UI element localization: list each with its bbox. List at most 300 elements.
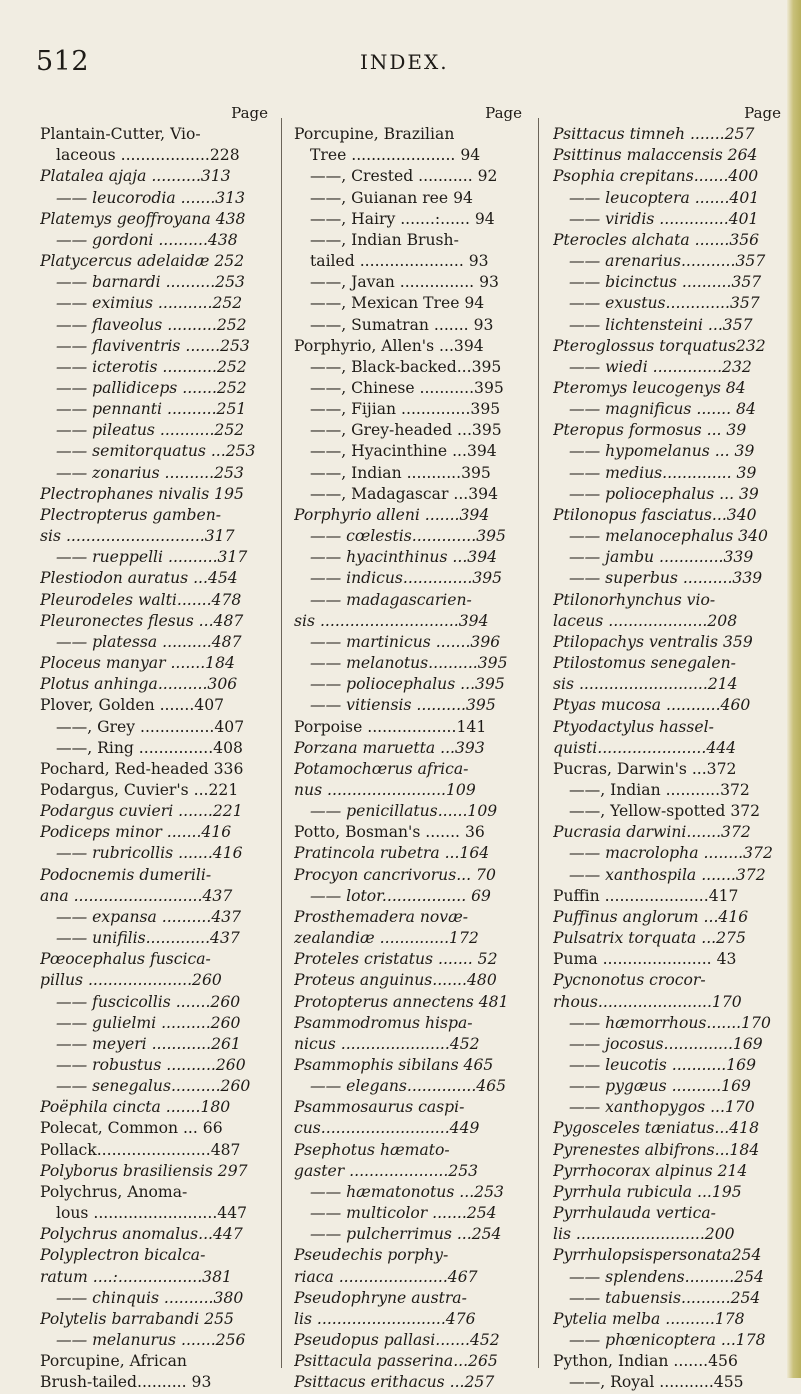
index-entry: [553, 653, 781, 674]
index-entry: [294, 886, 522, 907]
index-entry: [553, 526, 781, 547]
index-entry-text: nus ........................109: [294, 780, 476, 799]
index-entry: [40, 336, 268, 357]
index-entry: [40, 780, 268, 801]
index-entry-text: Pyrrhula rubicula ...195: [553, 1182, 742, 1201]
index-entry-text: —— pulcherrimus ...254: [310, 1225, 502, 1244]
index-entry-text: Psephotus hæmato-: [294, 1140, 450, 1159]
index-column-3: [553, 103, 781, 1394]
index-entry: [40, 590, 268, 611]
index-entry-text: —— gulielmi ..........260: [56, 1013, 241, 1032]
index-entry-text: —— jocosus..............169: [569, 1034, 763, 1053]
index-entry: [553, 293, 781, 314]
index-entry-text: —— exustus.............357: [569, 294, 760, 313]
index-entry: [40, 441, 268, 462]
index-entry-text: sis ..........................214: [553, 675, 738, 694]
column-page-heading: Page: [231, 104, 268, 122]
index-entry: [294, 695, 522, 716]
index-entry: [40, 209, 268, 230]
index-entry: [40, 907, 268, 928]
index-entry: [294, 1034, 522, 1055]
index-entry: [553, 1161, 781, 1182]
index-entry-text: quisti......................444: [553, 738, 737, 757]
index-entry-text: —— rueppelli ..........317: [56, 548, 248, 567]
index-entry-text: —— madagascarien-: [310, 590, 472, 609]
index-entry: [553, 547, 781, 568]
index-entry: [40, 357, 268, 378]
index-entry: [294, 1161, 522, 1182]
index-entry: [553, 928, 781, 949]
index-entry-text: —— multicolor .......254: [310, 1204, 497, 1223]
index-entry-text: Porphyrio, Allen's ...394: [294, 336, 484, 355]
index-entry-text: lis ..........................476: [294, 1309, 476, 1328]
index-entry: [40, 251, 268, 272]
index-entry-text: —— medius.............. 39: [569, 463, 757, 482]
index-entry: [294, 420, 522, 441]
index-entry-text: Psammophis sibilans 465: [294, 1056, 494, 1075]
index-entry: [553, 1076, 781, 1097]
index-entry: [553, 145, 781, 166]
index-entry-text: Polyborus brasiliensis 297: [40, 1161, 248, 1180]
index-entry-text: Puffin .....................417: [553, 886, 739, 905]
index-entry: [294, 251, 522, 272]
index-entry: [294, 1309, 522, 1330]
index-entry: [294, 843, 522, 864]
index-entry: [294, 293, 522, 314]
index-entry: [553, 1203, 781, 1224]
index-entry-text: Pyrrhulauda vertica-: [553, 1204, 716, 1223]
index-entry: [40, 843, 268, 864]
index-entry-text: Potamochœrus africa-: [294, 759, 469, 778]
index-entry-text: ——, Hairy .......:...... 94: [310, 209, 495, 228]
index-entry-text: Plectrophanes nivalis 195: [40, 484, 244, 503]
index-entry: [553, 463, 781, 484]
index-entry-text: —— icterotis ...........252: [56, 357, 247, 376]
index-entry: [294, 907, 522, 928]
index-entry: [553, 907, 781, 928]
index-entry: [294, 315, 522, 336]
index-entry-text: Platycercus adelaidæ 252: [40, 252, 245, 271]
index-entry: [553, 568, 781, 589]
index-entry-text: ——, Grey-headed ...395: [310, 421, 502, 440]
index-entry-text: —— hyacinthinus ...394: [310, 548, 498, 567]
index-entry: [40, 1309, 268, 1330]
column-page-heading: Page: [485, 104, 522, 122]
index-entry: [40, 886, 268, 907]
index-entry: [553, 399, 781, 420]
index-entry: [294, 336, 522, 357]
column-page-heading: Page: [744, 104, 781, 122]
index-entry-text: ——, Indian Brush-: [310, 230, 459, 249]
index-entry: [553, 801, 781, 822]
index-column-1: [40, 103, 268, 1394]
index-entry-text: Plectropterus gamben-: [40, 505, 222, 524]
index-entry-text: —— platessa ..........487: [56, 632, 242, 651]
index-entry-text: —— indicus..............395: [310, 569, 503, 588]
index-entry-text: —— leucorodia .......313: [56, 188, 246, 207]
index-entry-text: Pseudophryne austra-: [294, 1288, 467, 1307]
index-entry-text: riaca ......................467: [294, 1267, 478, 1286]
index-entry-text: Pycnonotus crocor-: [553, 971, 706, 990]
index-entry-text: Psittinus malaccensis 264: [553, 146, 758, 165]
index-entry: [40, 272, 268, 293]
index-entry: [553, 822, 781, 843]
index-entry-text: Polytelis barrabandi 255: [40, 1309, 234, 1328]
index-entry: [40, 399, 268, 420]
index-entry: [294, 378, 522, 399]
index-entry-text: Puma ...................... 43: [553, 950, 737, 969]
index-entry: [294, 547, 522, 568]
index-entry: [294, 230, 522, 251]
index-entry: [40, 949, 268, 970]
index-entry-text: Podiceps minor .......416: [40, 823, 232, 842]
index-entry-text: —— xanthospila .......372: [569, 865, 766, 884]
index-entry-text: ——, Chinese ...........395: [310, 379, 504, 398]
index-entry-text: Pratincola rubetra ...164: [294, 844, 490, 863]
index-entry-text: —— flaviventris .......253: [56, 336, 250, 355]
index-entry-text: laceous ..................228: [56, 146, 240, 165]
index-entry-text: —— splendens..........254: [569, 1267, 764, 1286]
index-entry: [553, 1351, 781, 1372]
index-entry-text: sis ............................394: [294, 611, 489, 630]
index-entry-text: cus..........................449: [294, 1119, 480, 1138]
index-entry-text: —— leucoptera .......401: [569, 188, 760, 207]
index-entry: [294, 441, 522, 462]
index-entry-text: Pulsatrix torquata ...275: [553, 929, 746, 948]
index-entry: [40, 928, 268, 949]
index-entry-text: ——, Ring ...............408: [56, 738, 243, 757]
index-entry-text: ——, Hyacinthine ...394: [310, 442, 497, 461]
index-entry: [40, 1245, 268, 1266]
index-entry-text: ——, Guianan ree 94: [310, 188, 473, 207]
index-entry-text: —— hæmorrhous.......170: [569, 1013, 771, 1032]
index-entry-text: —— elegans..............465: [310, 1077, 507, 1096]
index-entry: [553, 632, 781, 653]
index-entry: [40, 124, 268, 145]
index-entry: [294, 209, 522, 230]
index-entry-text: Podargus cuvieri .......221: [40, 802, 243, 821]
index-entry-text: Pteropus formosus ... 39: [553, 421, 747, 440]
index-entry: [40, 970, 268, 991]
index-entry: [294, 992, 522, 1013]
index-entry: [294, 1097, 522, 1118]
index-entry-text: Pucras, Darwin's ...372: [553, 759, 737, 778]
index-entry: [553, 1245, 781, 1266]
index-entry-text: —— melanocephalus 340: [569, 527, 768, 546]
index-entry: [553, 1267, 781, 1288]
index-entry-text: Ptyas mucosa ...........460: [553, 696, 751, 715]
index-entry: [553, 420, 781, 441]
index-entry: [553, 1118, 781, 1139]
index-entry: [40, 759, 268, 780]
index-entry-text: nicus ......................452: [294, 1034, 480, 1053]
index-entry: [294, 505, 522, 526]
index-entry-text: Ptilopachys ventralis 359: [553, 632, 753, 651]
index-entry: [553, 695, 781, 716]
index-entry-text: zealandiæ ..............172: [294, 929, 479, 948]
index-entry: [40, 315, 268, 336]
index-entry: [40, 611, 268, 632]
index-entry: [553, 1372, 781, 1393]
index-entry-text: Pollack.......................487: [40, 1140, 241, 1159]
index-entry-text: —— arenarius...........357: [569, 252, 766, 271]
index-entry: [553, 1140, 781, 1161]
index-entry: [553, 209, 781, 230]
index-entry: [553, 611, 781, 632]
index-entry: [294, 738, 522, 759]
index-entry: [40, 695, 268, 716]
index-entry-text: —— robustus ..........260: [56, 1056, 246, 1075]
index-entry: [40, 484, 268, 505]
index-entry-text: —— meyeri ............261: [56, 1034, 241, 1053]
index-entry-text: —— barnardi ..........253: [56, 273, 245, 292]
index-entry: [40, 1351, 268, 1372]
index-entry-text: Potto, Bosman's ....... 36: [294, 823, 485, 842]
index-entry: [553, 843, 781, 864]
index-entry-text: lous .........................447: [56, 1204, 248, 1223]
index-entry: [40, 632, 268, 653]
index-entry: [553, 124, 781, 145]
index-entry: [294, 590, 522, 611]
index-entry-text: —— viridis ..............401: [569, 209, 759, 228]
index-entry: [294, 568, 522, 589]
index-entry: [294, 801, 522, 822]
index-entry: [553, 1182, 781, 1203]
index-entry: [294, 1288, 522, 1309]
index-entry-text: Plestiodon auratus ...454: [40, 569, 238, 588]
index-entry: [294, 653, 522, 674]
index-entry-text: Porpoise ..................141: [294, 717, 487, 736]
index-entry-text: Pochard, Red-headed 336: [40, 759, 244, 778]
index-entry-text: Pseudopus pallasi.......452: [294, 1331, 500, 1350]
index-entry-text: Proteles cristatus ....... 52: [294, 950, 498, 969]
index-entry-text: ——, Javan ............... 93: [310, 273, 499, 292]
index-entry: [40, 1013, 268, 1034]
index-entry: [553, 674, 781, 695]
index-entry-text: —— superbus ..........339: [569, 569, 763, 588]
index-entry: [40, 547, 268, 568]
index-entry: [294, 526, 522, 547]
index-entry-text: Polychrus anomalus...447: [40, 1225, 243, 1244]
index-entry-text: Pleurodeles walti.......478: [40, 590, 242, 609]
index-entry-text: —— poliocephalus ... 39: [569, 484, 759, 503]
index-entry-text: ——, Royal ...........455: [569, 1373, 744, 1392]
index-entry-text: Porphyrio alleni .......394: [294, 505, 490, 524]
index-entry-text: —— vitiensis ..........395: [310, 696, 496, 715]
index-entry-text: Pytelia melba ..........178: [553, 1309, 745, 1328]
index-entry: [553, 484, 781, 505]
index-entry-text: Pyrrhulopsispersonata254: [553, 1246, 762, 1265]
index-entry-text: Psittacus timneh .......257: [553, 125, 755, 144]
index-entry-text: Porzana maruetta ...393: [294, 738, 485, 757]
index-entry-text: —— martinicus .......396: [310, 632, 501, 651]
index-entry-text: Pseudechis porphy-: [294, 1246, 449, 1265]
index-entry: [40, 992, 268, 1013]
index-entry-text: —— poliocephalus ...395: [310, 675, 505, 694]
index-entry: [294, 759, 522, 780]
column-rule: [538, 118, 539, 1368]
running-head: INDEX.: [360, 50, 449, 74]
index-entry: [553, 886, 781, 907]
index-entry: [553, 949, 781, 970]
index-entry-text: —— xanthopygos ...170: [569, 1098, 755, 1117]
index-entry: [40, 1203, 268, 1224]
index-entry-text: Puffinus anglorum ...416: [553, 907, 749, 926]
index-entry: [294, 1267, 522, 1288]
index-entry-text: Pucrasia darwini.......372: [553, 823, 751, 842]
index-entry-text: Psammodromus hispa-: [294, 1013, 473, 1032]
index-entry: [294, 928, 522, 949]
index-entry: [294, 1140, 522, 1161]
index-entry-text: Polecat, Common ... 66: [40, 1119, 223, 1138]
index-entry-text: Brush-tailed.......... 93: [40, 1373, 212, 1392]
index-entry-text: Porcupine, Brazilian: [294, 125, 455, 144]
index-entry-text: Proteus anguinus.......480: [294, 971, 497, 990]
index-entry-text: rhous.......................170: [553, 992, 742, 1011]
index-entry-text: gaster ....................253: [294, 1161, 479, 1180]
index-entry: [40, 166, 268, 187]
index-entry: [294, 1245, 522, 1266]
index-entry-text: Platemys geoffroyana 438: [40, 209, 246, 228]
index-entry-text: ——, Indian ...........372: [569, 780, 750, 799]
index-entry: [553, 1013, 781, 1034]
index-entry: [553, 865, 781, 886]
index-entry: [553, 1309, 781, 1330]
index-entry-text: —— chinquis ..........380: [56, 1288, 244, 1307]
index-entry-text: Pyrenestes albifrons...184: [553, 1140, 760, 1159]
index-entry-text: —— hypomelanus ... 39: [569, 442, 755, 461]
index-entry-text: —— lichtensteini ...357: [569, 315, 753, 334]
index-entry: [294, 717, 522, 738]
index-entry: [553, 590, 781, 611]
column-rule: [281, 118, 282, 1368]
index-entry-text: ——, Sumatran ....... 93: [310, 315, 494, 334]
index-entry-text: Pterocles alchata .......356: [553, 230, 760, 249]
index-entry: [40, 568, 268, 589]
index-entry: [294, 124, 522, 145]
index-entry: [40, 1055, 268, 1076]
index-entry: [40, 738, 268, 759]
index-entry: [294, 632, 522, 653]
index-entry: [294, 1351, 522, 1372]
index-entry: [40, 653, 268, 674]
page-header: [0, 46, 790, 86]
index-entry: [553, 717, 781, 738]
index-entry-text: ——, Crested ........... 92: [310, 167, 498, 186]
index-entry: [294, 1013, 522, 1034]
index-entry: [40, 717, 268, 738]
index-entry: [40, 378, 268, 399]
index-entry-text: Poëphila cincta .......180: [40, 1098, 231, 1117]
index-entry-text: Procyon cancrivorus... 70: [294, 865, 496, 884]
index-entry-text: —— penicillatus......109: [310, 802, 498, 821]
index-entry: [553, 166, 781, 187]
index-entry: [294, 1055, 522, 1076]
index-entry-text: —— cœlestis.............395: [310, 527, 506, 546]
index-entry: [40, 1118, 268, 1139]
index-entry: [294, 399, 522, 420]
index-entry: [40, 1097, 268, 1118]
index-entry-text: —— pileatus ...........252: [56, 421, 245, 440]
index-entry-text: ana ..........................437: [40, 886, 233, 905]
index-entry: [553, 1330, 781, 1351]
index-entry-text: Platalea ajaja ..........313: [40, 167, 231, 186]
index-entry: [553, 230, 781, 251]
index-entry-text: —— jambu .............339: [569, 548, 754, 567]
index-entry: [294, 865, 522, 886]
index-entry-text: Ptilonopus fasciatus...340: [553, 505, 757, 524]
index-entry: [294, 1203, 522, 1224]
index-entry-text: —— bicinctus ..........357: [569, 273, 762, 292]
index-entry: [294, 1372, 522, 1393]
index-entry: [294, 822, 522, 843]
index-entry: [40, 526, 268, 547]
index-entry-text: —— gordoni ..........438: [56, 230, 238, 249]
index-entry: [553, 336, 781, 357]
index-entry-text: tailed ..................... 93: [310, 252, 489, 271]
index-entry: [294, 1182, 522, 1203]
index-entry: [553, 759, 781, 780]
index-entry-text: —— pygæus ..........169: [569, 1077, 751, 1096]
index-entry-text: —— magnificus ....... 84: [569, 400, 756, 419]
index-entry: [294, 1330, 522, 1351]
index-entry-text: —— melanurus .......256: [56, 1331, 246, 1350]
index-entry: [40, 1076, 268, 1097]
index-entry-text: —— fuscicollis .......260: [56, 992, 241, 1011]
index-entry: [294, 970, 522, 991]
index-entry: [294, 780, 522, 801]
index-entry-text: —— semitorquatus ...253: [56, 442, 256, 461]
index-entry: [553, 1097, 781, 1118]
index-entry: [40, 674, 268, 695]
index-entry: [553, 441, 781, 462]
index-entry-text: Ptilonorhynchus vio-: [553, 590, 716, 609]
index-entry: [40, 1288, 268, 1309]
index-entry-text: sis ............................317: [40, 527, 235, 546]
index-entry-text: —— flaveolus ..........252: [56, 315, 247, 334]
index-entry-text: —— macrolopha ........372: [569, 844, 773, 863]
index-entry: [294, 484, 522, 505]
index-entry-text: ——, Mexican Tree 94: [310, 294, 485, 313]
index-entry-text: —— phœnicoptera ...178: [569, 1331, 766, 1350]
index-entry-text: ——, Fijian ..............395: [310, 400, 501, 419]
index-entry: [40, 1372, 268, 1393]
index-entry: [294, 145, 522, 166]
index-entry-text: Tree ..................... 94: [310, 146, 481, 165]
index-entry-text: Ptyodactylus hassel-: [553, 717, 714, 736]
index-entry-text: Ptilostomus senegalen-: [553, 654, 736, 673]
index-entry-text: Python, Indian .......456: [553, 1352, 738, 1371]
index-entry-text: Psammosaurus caspi-: [294, 1098, 465, 1117]
index-entry: [40, 1161, 268, 1182]
index-entry-text: —— lotor................. 69: [310, 886, 491, 905]
index-entry: [40, 188, 268, 209]
index-entry: [40, 1330, 268, 1351]
index-entry-text: —— expansa ..........437: [56, 907, 242, 926]
index-entry: [40, 801, 268, 822]
index-entry-text: ——, Indian ...........395: [310, 463, 491, 482]
index-entry-text: Polychrus, Anoma-: [40, 1182, 188, 1201]
index-entry-text: pillus .....................260: [40, 971, 222, 990]
index-entry-text: Polyplectron bicalca-: [40, 1246, 206, 1265]
index-entry-text: Psittacula passerina...265: [294, 1352, 498, 1371]
index-entry: [40, 230, 268, 251]
index-entry-text: ——, Grey ...............407: [56, 717, 245, 736]
index-entry-text: —— melanotus..........395: [310, 654, 508, 673]
index-entry: [553, 315, 781, 336]
index-entry: [40, 1224, 268, 1245]
index-entry-text: —— pallidiceps .......252: [56, 379, 247, 398]
